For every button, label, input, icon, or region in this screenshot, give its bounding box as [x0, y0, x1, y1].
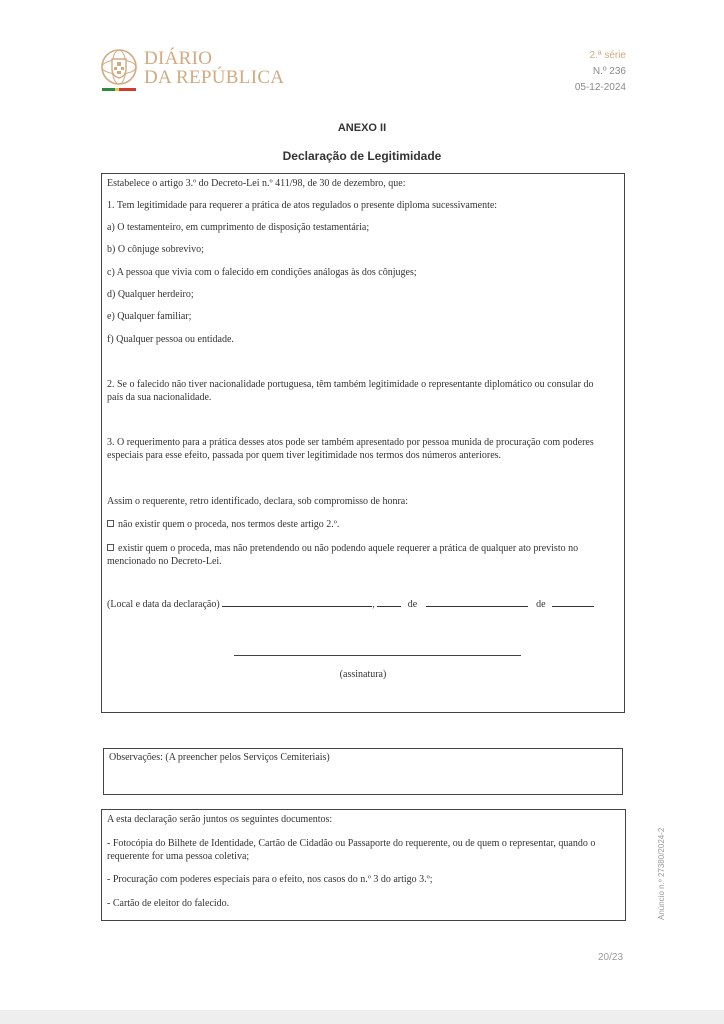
- document-1: - Fotocópia do Bilhete de Identidade, Cartão de Cidadão ou Passaporte do requerente, ou de quem o representar, quando o requerente for uma pessoa coletiva;: [107, 838, 596, 862]
- page-bottom-band: [0, 1010, 724, 1024]
- signature-label: (assinatura): [339, 669, 387, 680]
- issue-number: N.º 236: [592, 66, 626, 77]
- flag-stripe: [102, 88, 136, 91]
- observations-label: Observações: (A preencher pelos Serviços Cemiteriais): [109, 752, 330, 763]
- option-1-checkbox[interactable]: [107, 520, 114, 527]
- issue-info: [575, 48, 626, 96]
- item-1a: a) O testamenteiro, em cumprimento de disposição testamentária;: [107, 222, 370, 233]
- item-1: 1. Tem legitimidade para requerer a prática de atos regulados o presente diploma sucessivamente:: [107, 200, 498, 211]
- place-date-row: [107, 598, 594, 611]
- declaration-box: [101, 173, 625, 713]
- option-2-label: existir quem o proceda, mas não pretendendo ou não podendo aquele requerer a prática de qualquer ato previsto no mencionado no Decreto-Lei.: [107, 543, 579, 567]
- place-date-label: (Local e data da declaração): [107, 599, 220, 610]
- page-number: 20/23: [598, 952, 624, 963]
- month-field[interactable]: [426, 598, 528, 607]
- annex-title: ANEXO II: [337, 122, 387, 134]
- de-label-1: de: [407, 599, 418, 610]
- document-3: - Cartão de eleitor do falecido.: [107, 898, 230, 909]
- item-2: 2. Se o falecido não tiver nacionalidade portuguesa, têm também legitimidade o representante diplomático ou consular do país da sua nacionalidade.: [107, 379, 594, 403]
- signature-line[interactable]: [234, 655, 521, 656]
- option-2: [107, 542, 619, 568]
- option-1-label: não existir quem o proceda, nos termos deste artigo 2.º.: [118, 519, 340, 530]
- item-1c: c) A pessoa que vivia com o falecido em condições análogas às dos cônjuges;: [107, 267, 417, 278]
- document-2: - Procuração com poderes especiais para o efeito, nos casos do n.º 3 do artigo 3.º;: [107, 874, 433, 885]
- intro-text: Estabelece o artigo 3.º do Decreto-Lei n.º 411/98, de 30 de dezembro, que:: [107, 178, 406, 189]
- comma: ,: [372, 599, 375, 610]
- item-1f: f) Qualquer pessoa ou entidade.: [107, 334, 234, 345]
- place-field[interactable]: [222, 598, 372, 607]
- option-2-checkbox[interactable]: [107, 544, 114, 551]
- logo-line-2: DA REPÚBLICA: [144, 67, 285, 88]
- issue-date: 05-12-2024: [574, 82, 626, 93]
- item-1b: b) O cônjuge sobrevivo;: [107, 244, 204, 255]
- item-3: 3. O requerimento para a prática desses atos pode ser também apresentado por pessoa munida de procuração com poderes especiais para esse efeito, passada por quem tiver legitimidade nos termos dos números anteriores.: [107, 437, 594, 461]
- serie-label: 2.ª série: [589, 50, 626, 61]
- item-1e: e) Qualquer familiar;: [107, 311, 192, 322]
- declaration-title: Declaração de Legitimidade: [282, 149, 442, 163]
- side-note: Anúncio n.º 27380/2024-2: [657, 827, 666, 920]
- observations-box[interactable]: [103, 748, 623, 795]
- documents-box: [101, 809, 626, 921]
- item-1d: d) Qualquer herdeiro;: [107, 289, 194, 300]
- logo-title: [144, 49, 284, 87]
- declares-text: Assim o requerente, retro identificado, declara, sob compromisso de honra:: [107, 496, 409, 507]
- documents-intro: A esta declaração serão juntos os seguintes documentos:: [107, 814, 333, 825]
- option-1: [107, 518, 339, 531]
- day-field[interactable]: [377, 598, 401, 607]
- coat-of-arms-icon: [100, 48, 138, 86]
- year-field[interactable]: [552, 598, 594, 607]
- logo-line-1: DIÁRIO: [144, 48, 213, 69]
- diario-republica-logo: [100, 46, 300, 96]
- de-label-2: de: [536, 599, 546, 610]
